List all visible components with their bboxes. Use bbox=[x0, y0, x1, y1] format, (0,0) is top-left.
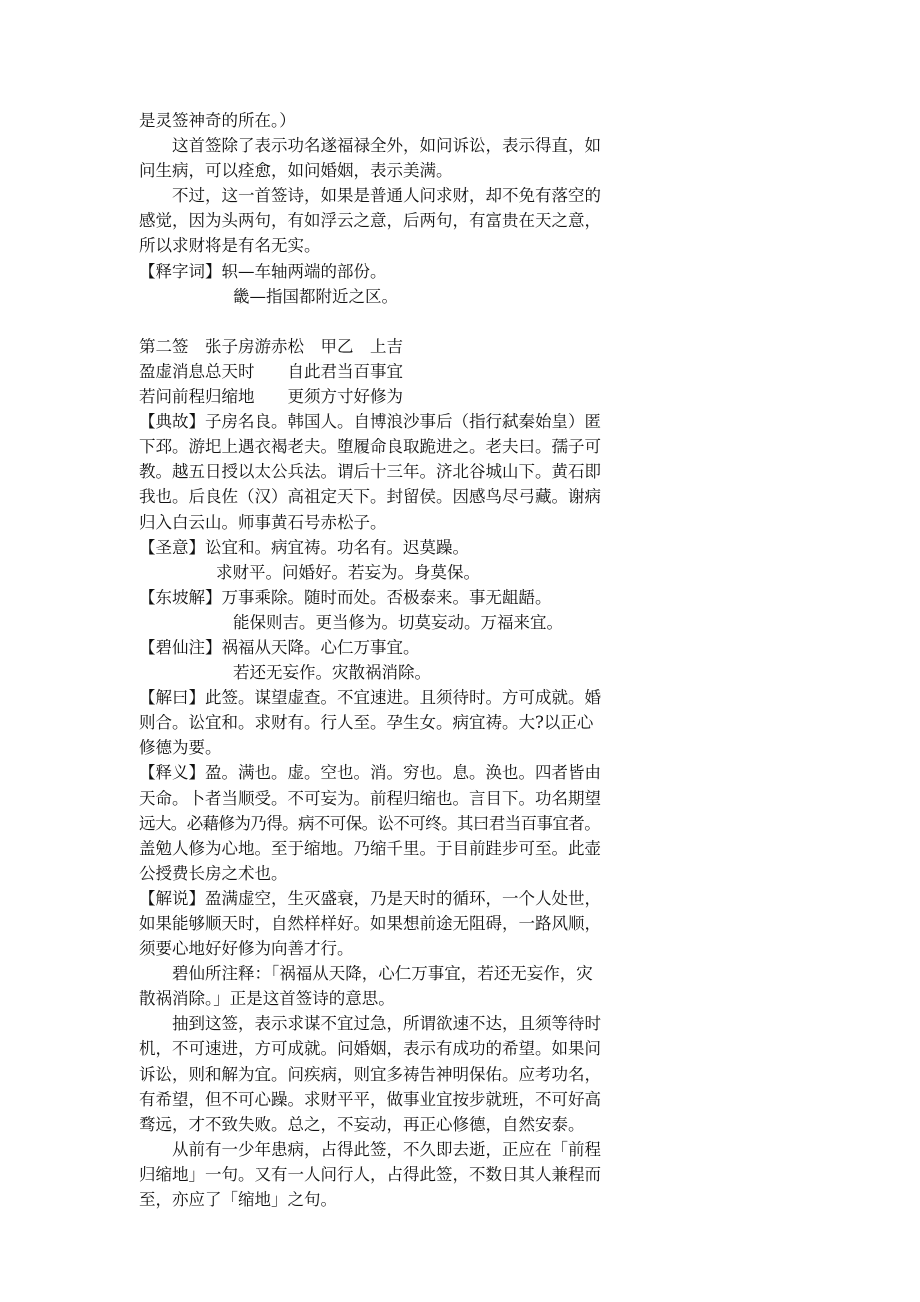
story-line: 我也。后良佐（汉）高祖定天下。封留侯。因感鸟尽弓藏。谢病 bbox=[139, 487, 601, 507]
document-page bbox=[139, 108, 664, 1212]
sacred-meaning-line: 【圣意】讼宜和。病宜祷。功名有。迟莫躁。 bbox=[139, 537, 469, 557]
text-line: 骛远，才不致失败。总之，不妄动，再正心修德，自然安泰。 bbox=[139, 1114, 585, 1134]
poem-line: 若问前程归缩地 更须方寸好修为 bbox=[139, 387, 403, 407]
interpretation-line: 则合。讼宜和。求财有。行人至。孕生女。病宜祷。大?以正心 bbox=[139, 713, 594, 733]
glossary-heading-line: 【释字词】轵—车轴两端的部份。 bbox=[139, 261, 387, 281]
explanation-line: 【释义】盈。满也。虚。空也。消。穷也。息。涣也。四者皆由 bbox=[139, 763, 601, 783]
explanation-line: 远大。必藉修为乃得。病不可保。讼不可终。其曰君当百事宜者。 bbox=[139, 813, 601, 833]
explanation-line: 天命。卜者当顺受。不可妄为。前程归缩也。言目下。功名期望 bbox=[139, 788, 601, 808]
story-line: 【典故】子房名良。韩国人。自博浪沙事后（指行弑秦始皇）匿 bbox=[139, 412, 601, 432]
text-line: 有希望，但不可心躁。求财平平，做事业宜按步就班，不可好高 bbox=[139, 1089, 601, 1109]
paragraph-line: 不过，这一首签诗，如果是普通人问求财，却不免有落空的 bbox=[172, 186, 601, 206]
text-line: 归缩地」一句。又有一人问行人，占得此签，不数日其人兼程而 bbox=[139, 1164, 601, 1184]
text-line: 问生病，可以痊愈，如问婚姻，表示美满。 bbox=[139, 161, 453, 181]
bixian-line: 若还无妄作。灾散祸消除。 bbox=[233, 663, 431, 683]
text-line: 感觉，因为头两句，有如浮云之意，后两句，有富贵在天之意， bbox=[139, 211, 601, 231]
commentary-line: 【解说】盈满虚空，生灭盛衰，乃是天时的循环，一个人处世， bbox=[139, 888, 601, 908]
commentary-line: 须要心地好好修为向善才行。 bbox=[139, 939, 354, 959]
text-line: 诉讼，则和解为宜。问疾病，则宜多祷告神明保佑。应考功名， bbox=[139, 1064, 601, 1084]
text-line: 至，亦应了「缩地」之句。 bbox=[139, 1190, 337, 1210]
sacred-meaning-line: 求财平。问婚好。若妄为。身莫保。 bbox=[216, 562, 480, 582]
dongpo-line: 【东坡解】万事乘除。随时而处。否极泰来。事无龃龉。 bbox=[139, 587, 552, 607]
text-line: 散祸消除。」正是这首签诗的意思。 bbox=[139, 989, 395, 1009]
story-line: 教。越五日授以太公兵法。谓后十三年。济北谷城山下。黄石即 bbox=[139, 462, 601, 482]
section-title: 第二签 张子房游赤松 甲乙 上吉 bbox=[139, 336, 403, 356]
paragraph-line: 从前有一少年患病，占得此签，不久即去逝，正应在「前程 bbox=[172, 1139, 601, 1159]
explanation-line: 盖勉人修为心地。至于缩地。乃缩千里。于目前跬步可至。此壶 bbox=[139, 838, 601, 858]
text-line: 机，不可速进，方可成就。问婚姻，表示有成功的希望。如果问 bbox=[139, 1039, 601, 1059]
commentary-line: 如果能够顺天时，自然样样好。如果想前途无阻碍，一路风顺， bbox=[139, 914, 601, 933]
text-line: 所以求财将是有名无实。 bbox=[139, 236, 321, 256]
glossary-entry-line: 畿—指国都附近之区。 bbox=[233, 286, 398, 306]
poem-line: 盈虚消息总天时 自此君当百事宜 bbox=[139, 361, 403, 381]
interpretation-line: 修德为要。 bbox=[139, 738, 222, 758]
paragraph-line: 这首签除了表示功名遂福禄全外，如问诉讼，表示得直，如 bbox=[172, 136, 601, 156]
blank-line bbox=[139, 309, 664, 334]
story-line: 归入白云山。师事黄石号赤松子。 bbox=[139, 512, 387, 532]
bixian-line: 【碧仙注】祸福从天降。心仁万事宜。 bbox=[139, 637, 420, 657]
paragraph-line: 碧仙所注释：「祸福从天降，心仁万事宜，若还无妄作，灾 bbox=[172, 964, 593, 984]
story-line: 下邳。游圯上遇衣褐老夫。堕履命良取跪进之。老夫曰。孺子可 bbox=[139, 437, 601, 457]
paragraph-line: 抽到这签，表示求谋不宜过急，所谓欲速不达，且须等待时 bbox=[172, 1014, 601, 1034]
explanation-line: 公授费长房之术也。 bbox=[139, 863, 288, 883]
text-line: 是灵签神奇的所在。） bbox=[139, 111, 296, 130]
interpretation-line: 【解曰】此签。谋望虚查。不宜速进。且须待时。方可成就。婚 bbox=[139, 688, 601, 708]
dongpo-line: 能保则吉。更当修为。切莫妄动。万福来宜。 bbox=[233, 612, 563, 632]
